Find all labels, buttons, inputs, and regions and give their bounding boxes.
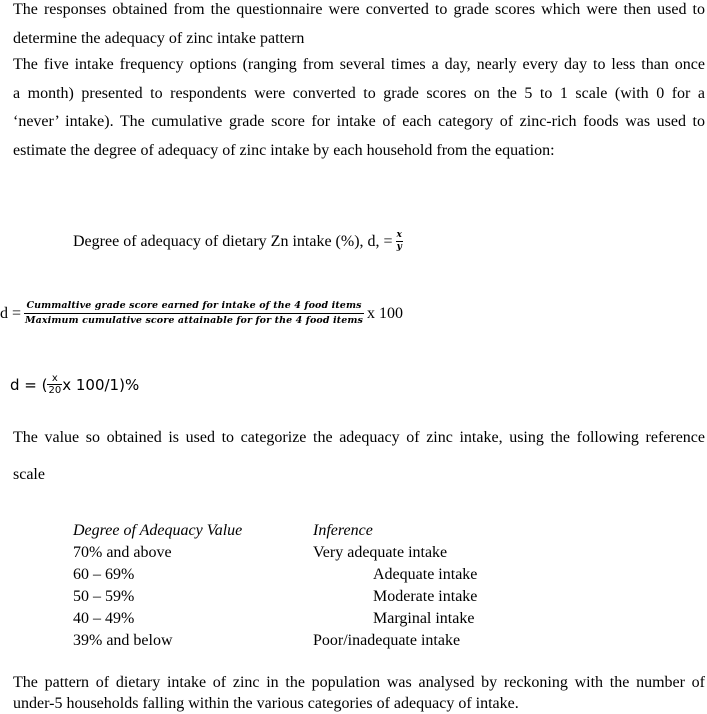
reference-scale-table [73,520,533,652]
table-header-row [73,520,533,542]
table-row [73,586,533,608]
row-inference: Very adequate intake [313,544,448,561]
text-line: estimate the degree of adequacy of zinc intake by each household from the equation: [13,141,555,159]
fraction-x-over-y [396,230,403,253]
row-inference: Poor/inadequate intake [313,632,461,649]
fraction-x-over-20 [47,373,62,396]
fraction-bar [24,313,364,314]
row-value: 39% and below [73,632,173,649]
table-row [73,608,533,630]
text-line: The pattern of dietary intake of zinc in the population was analysed by reckoning with the number of [13,674,705,691]
text-line: scale [13,466,45,483]
row-value: 60 – 69% [73,566,135,583]
row-inference: Moderate intake [373,588,478,605]
table-row [73,542,533,564]
equation-multiplier: x 100 [366,304,403,322]
fraction-denominator: 20 [48,385,62,396]
paragraph-frequency-options [13,51,705,165]
table-row [73,630,533,652]
equation-lhs: d = [0,304,22,322]
row-value: 40 – 49% [73,610,135,627]
text-line: The value so obtained is used to categorize the adequacy of zinc intake, using the following reference [13,429,705,446]
fraction-numerator: Cummaltive grade score earned for intake of the 4 food items [26,300,362,311]
text-line: ‘never’ intake). The cumulative grade score for intake of each category of zinc-rich foods was used to [13,113,705,131]
text-line: determine the adequacy of zinc intake pattern [13,29,305,47]
row-value: 50 – 59% [73,588,135,605]
paragraph-pattern-analysis [13,672,705,714]
header-inference: Inference [313,522,373,539]
row-inference: Adequate intake [373,566,478,583]
equation-label: Degree of adequacy of dietary Zn intake (%), d, = [73,232,393,250]
fraction-denominator: y [396,242,402,252]
paragraph-grade-scores [13,0,705,53]
row-inference: Marginal intake [373,610,475,627]
paragraph-reference-scale [13,419,705,493]
fraction-denominator: Maximum cumulative score attainable for for the 4 food items [25,315,363,326]
equation-d-simplified [10,373,139,396]
text-line: The responses obtained from the questionnaire were converted to grade scores which were then used to [13,1,705,18]
text-line: a month) presented to respondents were converted to grade scores on the 5 to 1 scale (with 0 for a [13,84,705,102]
equation-degree-of-adequacy [73,230,403,253]
text-line: The five intake frequency options (ranging from several times a day, nearly every day to less than once [13,56,705,73]
fraction-numerator: x [51,373,58,384]
text-line: under-5 households falling within the various categories of adequacy of intake. [13,695,519,712]
equation-d-definition [0,300,403,327]
equation-lhs: d = ( [10,375,48,394]
fraction-score-ratio [24,300,364,327]
table-row [73,564,533,586]
row-value: 70% and above [73,544,172,561]
equation-tail: x 100/1)% [62,375,140,394]
header-degree-value: Degree of Adequacy Value [73,522,243,539]
fraction-numerator: x [396,230,402,240]
